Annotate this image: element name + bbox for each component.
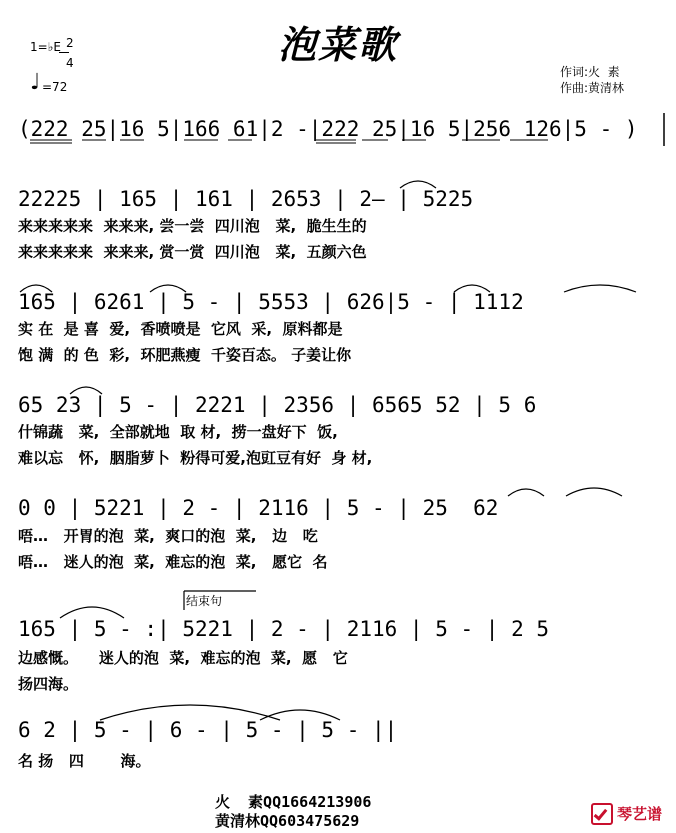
lyrics-row-4-verse-2: 唔… 迷人的泡 菜, 难忘的泡 菜, 愿它 名 [18,553,328,571]
notation-row-4: 0 0 | 5221 | 2 - | 2116 | 5 - | 25 62 [18,496,499,520]
lyrics-row-4-verse-1: 唔… 开胃的泡 菜, 爽口的泡 菜, 边 吃 [18,527,318,545]
ending-label: 结束句 [186,594,223,608]
credit-line-lyricist: 火 素QQ1664213906 [215,793,372,811]
lyrics-row-1-verse-1: 来来来来来 来来来, 尝一尝 四川泡 菜, 脆生生的 [18,217,367,235]
slur-row2-d [564,285,636,292]
lyrics-row-5-verse-2: 扬四海。 [18,675,79,693]
time-signature-divider [59,52,69,53]
watermark-logo-icon [591,803,613,825]
lyrics-row-6-verse-1: 名 扬 四 海。 [18,752,151,770]
lyrics-row-2-verse-1: 实 在 是 喜 爱, 香喷喷是 它风 采, 原料都是 [18,320,343,338]
time-signature-bottom: 4 [66,56,74,70]
notation-row-6: 6 2 | 5 - | 6 - | 5 - | 5 - || [18,718,398,742]
notation-row-1: 22225 | 165 | 161 | 2653 | 2— | 5225 [18,187,474,211]
composer-credit: 作曲:黄清林 [560,81,625,95]
lyrics-row-1-verse-2: 来来来来来 来来来, 赏一赏 四川泡 菜, 五颜六色 [18,243,367,261]
watermark-text: 琴艺谱 [616,804,662,823]
watermark [581,785,662,826]
notation-row-5: 165 | 5 - :| 5221 | 2 - | 2116 | 5 - | 2 5 [18,617,550,641]
lyrics-row-3-verse-1: 什锦蔬 菜, 全部就地 取 材, 捞一盘好下 饭, [18,423,338,441]
lyrics-row-3-verse-2: 难以忘 怀, 胭脂萝卜 粉得可爱,泡豇豆有好 身 材, [18,449,373,467]
notation-row-intro: (222 25|16 5|166 61|2 -|222 25|16 5|256 126|5 - ) [18,117,638,141]
quarter-note-icon: ♩ [30,70,41,95]
time-signature-top: 2 [66,36,74,50]
credit-line-composer: 黄清林QQ603475629 [215,812,360,830]
slur-row4-b [566,488,622,496]
slur-row4-a [508,489,544,496]
song-title: 泡菜歌 [277,22,398,67]
key-signature: 1=♭E [30,40,61,54]
lyrics-row-5-verse-1: 边感慨。 迷人的泡 菜, 难忘的泡 菜, 愿 它 [18,649,348,667]
lyricist-credit: 作词:火 素 [560,65,620,79]
lyrics-row-2-verse-2: 饱 满 的 色 彩, 环肥燕瘦 千姿百态。 子姜让你 [18,346,352,364]
tempo-marking: =72 [42,80,68,94]
notation-row-3: 65 23 | 5 - | 2221 | 2356 | 6565 52 | 5 6 [18,393,537,417]
notation-row-2: 165 | 6261 | 5 - | 5553 | 626|5 - | 1112 [18,290,524,314]
